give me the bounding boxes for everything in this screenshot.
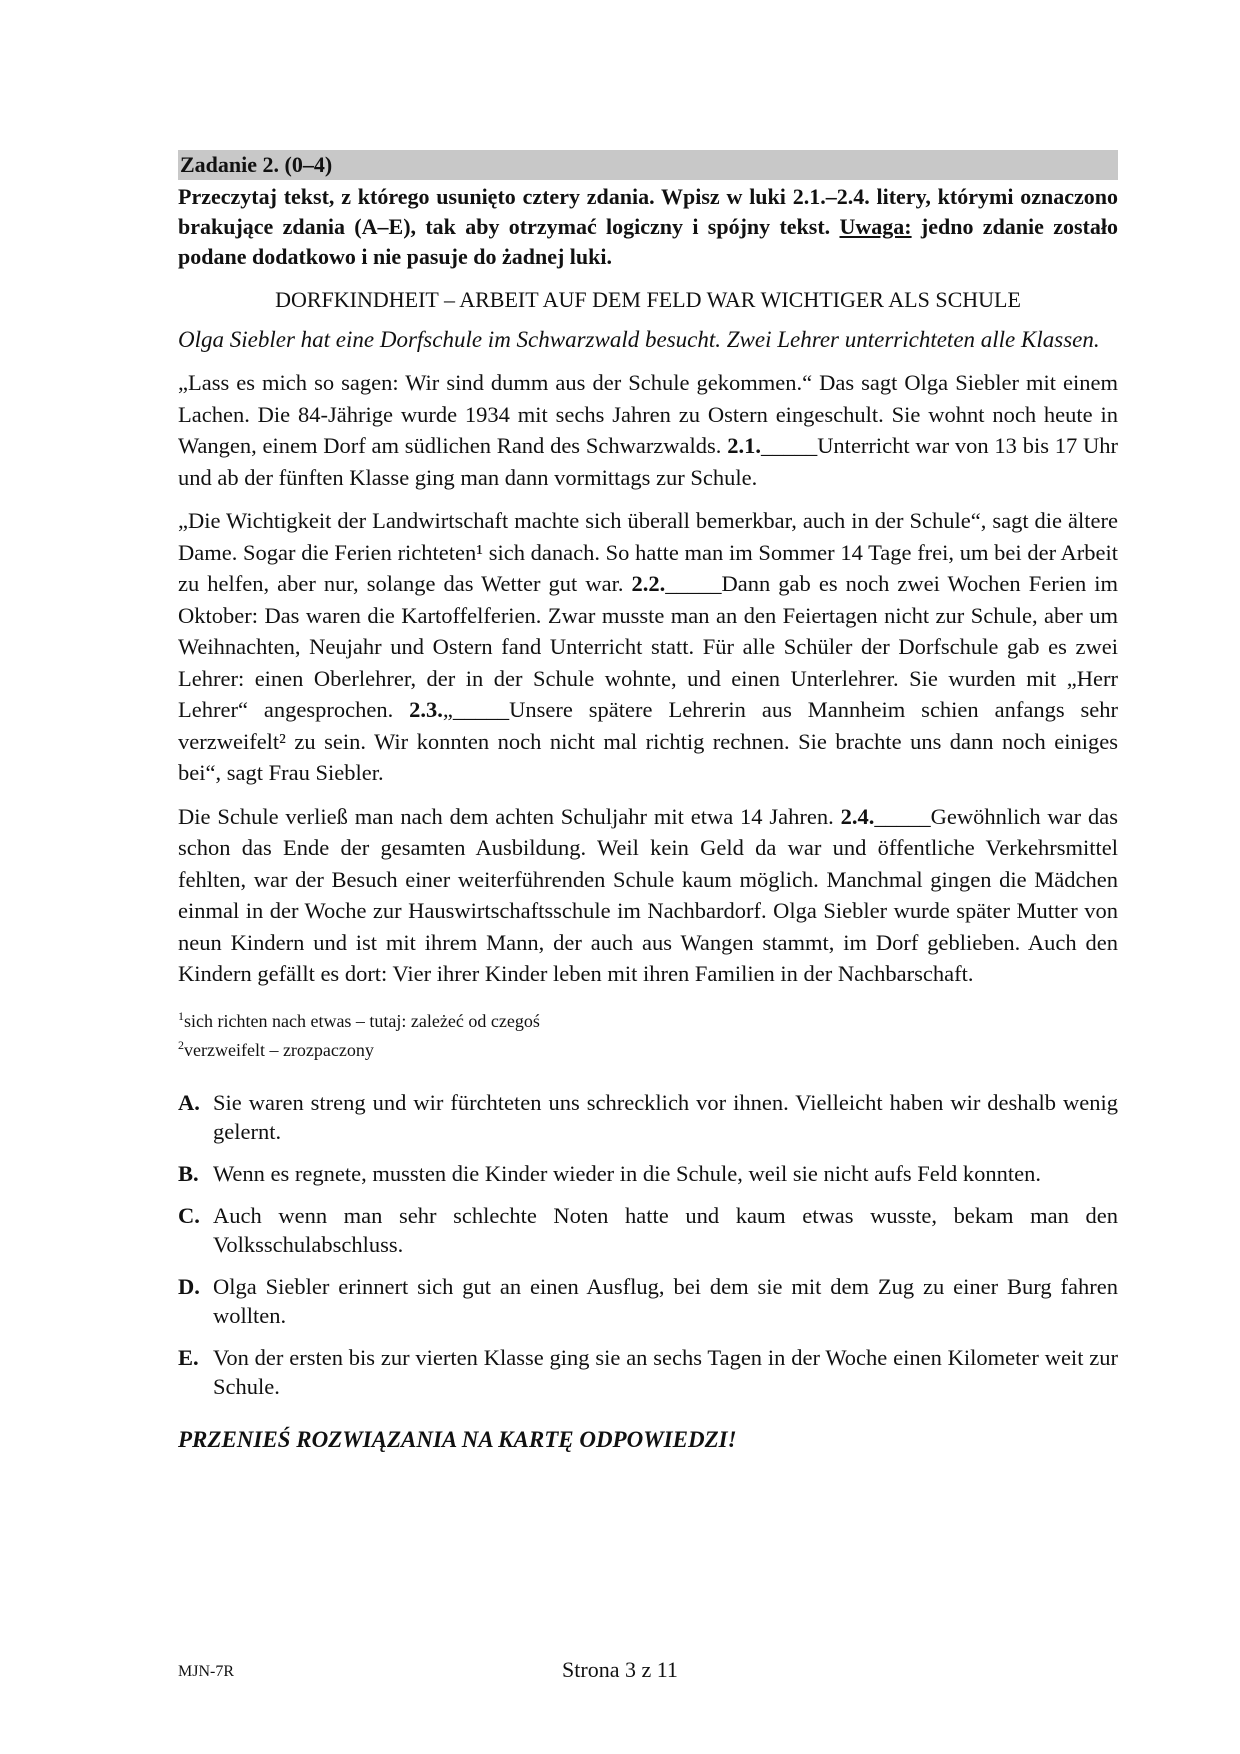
- option-d: [178, 1272, 1118, 1330]
- footnote-text: verzweifelt – zrozpaczony: [184, 1039, 374, 1060]
- option-letter: B.: [178, 1160, 199, 1186]
- article-lead: Olga Siebler hat eine Dorfschule im Schwarzwald besucht. Zwei Lehrer unterrichteten alle Klassen.: [178, 327, 1100, 352]
- transfer-note: PRZENIEŚ ROZWIĄZANIA NA KARTĘ ODPOWIEDZI!: [178, 1426, 737, 1452]
- gap-blank-2-4: _____: [874, 803, 931, 829]
- gap-blank-2-3: „_____: [442, 697, 510, 722]
- option-c: [178, 1201, 1118, 1259]
- paragraph-text: „Die Wichtigkeit der Landwirtschaft machte sich überall bemerkbar, auch in der Schule“, sagt die ältere Dame. Sogar die Ferien richteten¹ sich danach. So hatte man im Sommer 14 Tage frei, um bei der Arbeit zu helfen, aber nur, solange das Wetter gut war.: [178, 508, 1118, 596]
- option-text: Auch wenn man sehr schlechte Noten hatte und kaum etwas wusste, bekam man den Volksschulabschluss.: [213, 1202, 1118, 1257]
- option-text: Sie waren streng und wir fürchteten uns schrecklich vor ihnen. Vielleicht haben wir deshalb wenig gelernt.: [213, 1089, 1118, 1144]
- option-text: Von der ersten bis zur vierten Klasse ging sie an sechs Tagen in der Woche einen Kilometer weit zur Schule.: [213, 1344, 1118, 1399]
- instructions-text: Przeczytaj tekst, z którego usunięto cztery zdania. Wpisz w luki 2.1.–2.4. litery, którymi oznaczono brakujące zdania (A–E), tak aby otrzymać logiczny i spójny tekst.: [178, 184, 1118, 239]
- paragraph-text: Unterricht war von 13 bis 17 Uhr und ab der fünften Klasse ging man dann vormittags zur Schule.: [178, 433, 1118, 490]
- answer-options: [178, 1088, 1118, 1401]
- gap-label-2-1: 2.1.: [727, 433, 761, 458]
- option-text: Olga Siebler erinnert sich gut an einen Ausflug, bei dem sie mit dem Zug zu einer Burg fahren wollten.: [213, 1273, 1118, 1328]
- exam-code: MJN-7R: [178, 1663, 235, 1680]
- option-letter: D.: [178, 1273, 200, 1299]
- gap-label-2-3: 2.3.: [409, 697, 443, 722]
- gap-blank-2-2: _____: [665, 571, 722, 596]
- option-a: [178, 1088, 1118, 1146]
- task-header: Zadanie 2. (0–4): [178, 150, 1118, 180]
- article-paragraph-3: [178, 801, 1118, 990]
- footnote-text: sich richten nach etwas – tutaj: zależeć od czegoś: [184, 1010, 540, 1031]
- footnote-2: [178, 1033, 1118, 1062]
- paragraph-text: Unsere spätere Lehrerin aus Mannheim schien anfangs sehr verzweifelt² zu sein. Wir konnten noch nicht mal richtig rechnen. Sie brachte uns dann noch einiges bei“, sagt Frau Siebler.: [178, 697, 1118, 785]
- gap-label-2-4: 2.4.: [840, 803, 875, 829]
- footnote-1: [178, 1004, 1118, 1033]
- task-instructions: [178, 182, 1118, 272]
- gap-blank-2-1: _____: [760, 433, 818, 458]
- option-letter: A.: [178, 1089, 200, 1115]
- paragraph-text: „Lass es mich so sagen: Wir sind dumm aus der Schule gekommen.“ Das sagt Olga Siebler mit einem Lachen. Die 84-Jährige wurde 1934 mit sechs Jahren zu Ostern eingeschult. Sie wohnt noch heute in Wangen, einem Dorf am südlichen Rand des Schwarzwalds.: [178, 370, 1118, 458]
- note-text: jedno zdanie zostało podane dodatkowo i nie pasuje do żadnej luki.: [178, 214, 1118, 269]
- article-paragraph-2: [178, 505, 1118, 789]
- option-letter: E.: [178, 1344, 199, 1370]
- footnote-number: 1: [178, 1008, 184, 1023]
- footnote-number: 2: [178, 1037, 184, 1052]
- paragraph-text: Gewöhnlich war das schon das Ende der gesamten Ausbildung. Weil kein Geld da war und öffentliche Verkehrsmittel fehlten, war der Besuch einer weiterführenden Schule kaum möglich. Manchmal gingen die Mädchen einmal in der Woche zur Hauswirtschaftsschule im Nachbardorf. Olga Siebler wurde später Mutter von neun Kindern und ist mit ihrem Mann, der auch aus Wangen stammt, im Dorf geblieben. Auch den Kindern gefällt es dort: Vier ihrer Kinder leben mit ihren Familien in der Nachbarschaft.: [178, 803, 1118, 986]
- option-e: [178, 1343, 1118, 1401]
- paragraph-text: Dann gab es noch zwei Wochen Ferien im Oktober: Das waren die Kartoffelferien. Zwar musste man an den Feiertagen nicht zur Schule, aber um Weihnachten, Neujahr und Ostern fand Unterricht statt. Für alle Schüler der Dorfschule gab es zwei Lehrer: einen Oberlehrer, der in der Schule wohnte, und einen Unterlehrer. Sie wurden mit „Herr Lehrer“ angesprochen.: [178, 571, 1118, 722]
- page-content: [178, 150, 1118, 1453]
- article-paragraph-1: [178, 367, 1118, 493]
- paragraph-text: Die Schule verließ man nach dem achten Schuljahr mit etwa 14 Jahren.: [178, 803, 841, 829]
- gap-label-2-2: 2.2.: [631, 571, 666, 596]
- article-title: DORFKINDHEIT – ARBEIT AUF DEM FELD WAR WICHTIGER ALS SCHULE: [275, 287, 1021, 312]
- option-b: [178, 1159, 1118, 1188]
- option-letter: C.: [178, 1202, 200, 1228]
- page-number: Strona 3 z 11: [562, 1657, 678, 1682]
- note-label: Uwaga:: [839, 214, 912, 239]
- option-text: Wenn es regnete, mussten die Kinder wieder in die Schule, weil sie nicht aufs Feld konnten.: [213, 1160, 1041, 1186]
- footnotes: [178, 1004, 1118, 1062]
